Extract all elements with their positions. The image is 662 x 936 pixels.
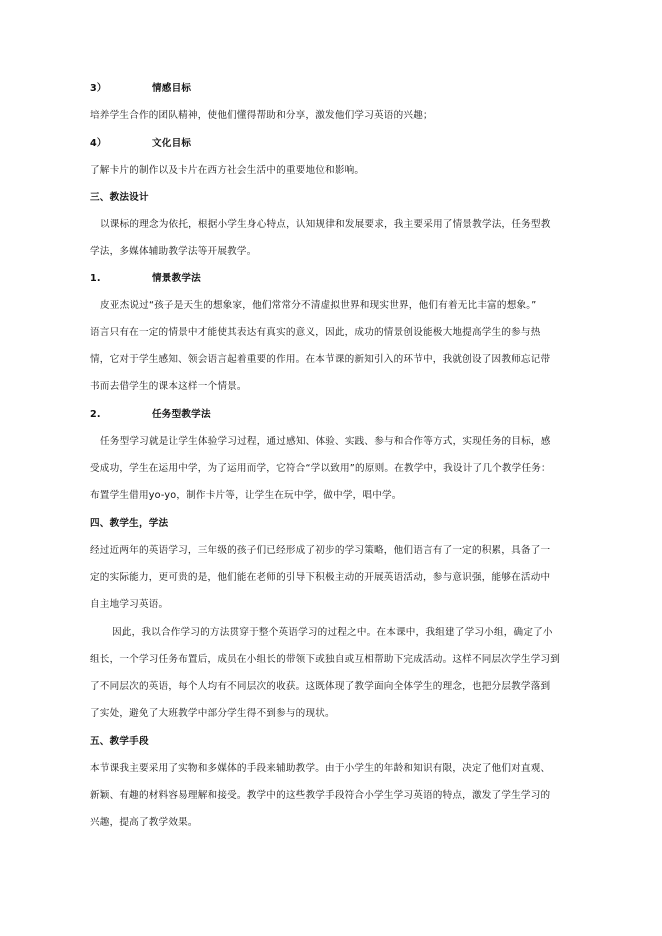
- culture-goal-heading: [90, 137, 580, 151]
- scene-method-line-2: 语言只有在一定的情景中才能使其表达有真实的意义，因此，成功的情景创设能极大地提高学生的参与热: [90, 327, 541, 338]
- task-method-heading: [90, 408, 580, 422]
- students-methods-line-4: 因此，我以合作学习的方法贯穿于整个英语学习的过程之中。在本课中，我组建了学习小组，确定了小: [112, 627, 553, 638]
- students-methods-heading: 四、教学生，学法: [90, 518, 169, 529]
- task-method-number: 2.: [90, 409, 101, 420]
- students-methods-line-1: 经过近两年的英语学习，三年级的孩子们已经形成了初步的学习策略，他们语言有了一定的积累，具备了一: [90, 545, 551, 556]
- students-methods-line-6: 了不同层次的英语，每个人均有不同层次的收获。这既体现了教学面向全体学生的理念，也把分层教学落到: [90, 681, 551, 692]
- students-methods-line-5: 组长，一个学习任务布置后，成员在小组长的带领下或独自或互相帮助下完成活动。这样不同层次学生学习到: [90, 654, 561, 665]
- scene-method-title: 情景教学法: [152, 273, 201, 284]
- teaching-means-heading: 五、教学手段: [90, 736, 149, 747]
- task-method-line-2: 受成功，学生在运用中学，为了运用而学，它符合“学以致用”的原则。在教学中，我设计了几个教学任务：: [90, 463, 551, 474]
- students-methods-line-2: 定的实际能力，更可贵的是，他们能在老师的引导下积极主动的开展英语活动，参与意识强，能够在活动中: [90, 572, 551, 583]
- culture-goal-title: 文化目标: [152, 138, 192, 149]
- emotion-goal-number: 3）: [90, 83, 107, 94]
- task-method-line-1: 任务型学习就是让学生体验学习过程，通过感知、体验、实践、参与和合作等方式，实现任务的目标，感: [100, 436, 551, 447]
- scene-method-line-1: 皮亚杰说过“孩子是天生的想象家，他们常常分不清虚拟世界和现实世界，他们有着无比丰富的想象。”: [100, 300, 537, 311]
- emotion-goal-heading: [90, 82, 580, 96]
- teaching-means-line-2: 新颖、有趣的材料容易理解和接受。教学中的这些教学手段符合小学生学习英语的特点，激发了学生学习的: [90, 790, 551, 801]
- teaching-design-heading: 三、教法设计: [90, 192, 149, 203]
- teaching-means-line-3: 兴趣，提高了教学效果。: [90, 817, 198, 828]
- scene-method-line-3: 情，它对于学生感知、领会语言起着重要的作用。在本节课的新知引入的环节中，我就创设了因教师忘记带: [90, 354, 551, 365]
- culture-goal-number: 4）: [90, 138, 107, 149]
- teaching-design-line-1: 以课标的理念为依托，根据小学生身心特点，认知规律和发展要求，我主要采用了情景教学法，任务型教: [100, 219, 551, 230]
- task-method-title: 任务型教学法: [152, 409, 211, 420]
- teaching-design-line-2: 学法，多媒体辅助教学法等开展教学。: [90, 246, 257, 257]
- scene-method-heading: [90, 272, 580, 286]
- culture-goal-text: 了解卡片的制作以及卡片在西方社会生活中的重要地位和影响。: [90, 165, 365, 176]
- emotion-goal-title: 情感目标: [152, 83, 192, 94]
- teaching-means-line-1: 本节课我主要采用了实物和多媒体的手段来辅助教学。由于小学生的年龄和知识有限，决定了他们对直观、: [90, 763, 551, 774]
- scene-method-number: 1.: [90, 273, 101, 284]
- emotion-goal-text: 培养学生合作的团队精神，使他们懂得帮助和分享，激发他们学习英语的兴趣；: [90, 110, 433, 121]
- students-methods-line-3: 自主地学习英语。: [90, 599, 169, 610]
- students-methods-line-7: 了实处，避免了大班教学中部分学生得不到参与的现状。: [90, 708, 335, 719]
- task-method-line-3: 布置学生借用yo-yo，制作卡片等，让学生在玩中学，做中学，唱中学。: [90, 490, 402, 501]
- scene-method-line-4: 书而去借学生的课本这样一个情景。: [90, 381, 247, 392]
